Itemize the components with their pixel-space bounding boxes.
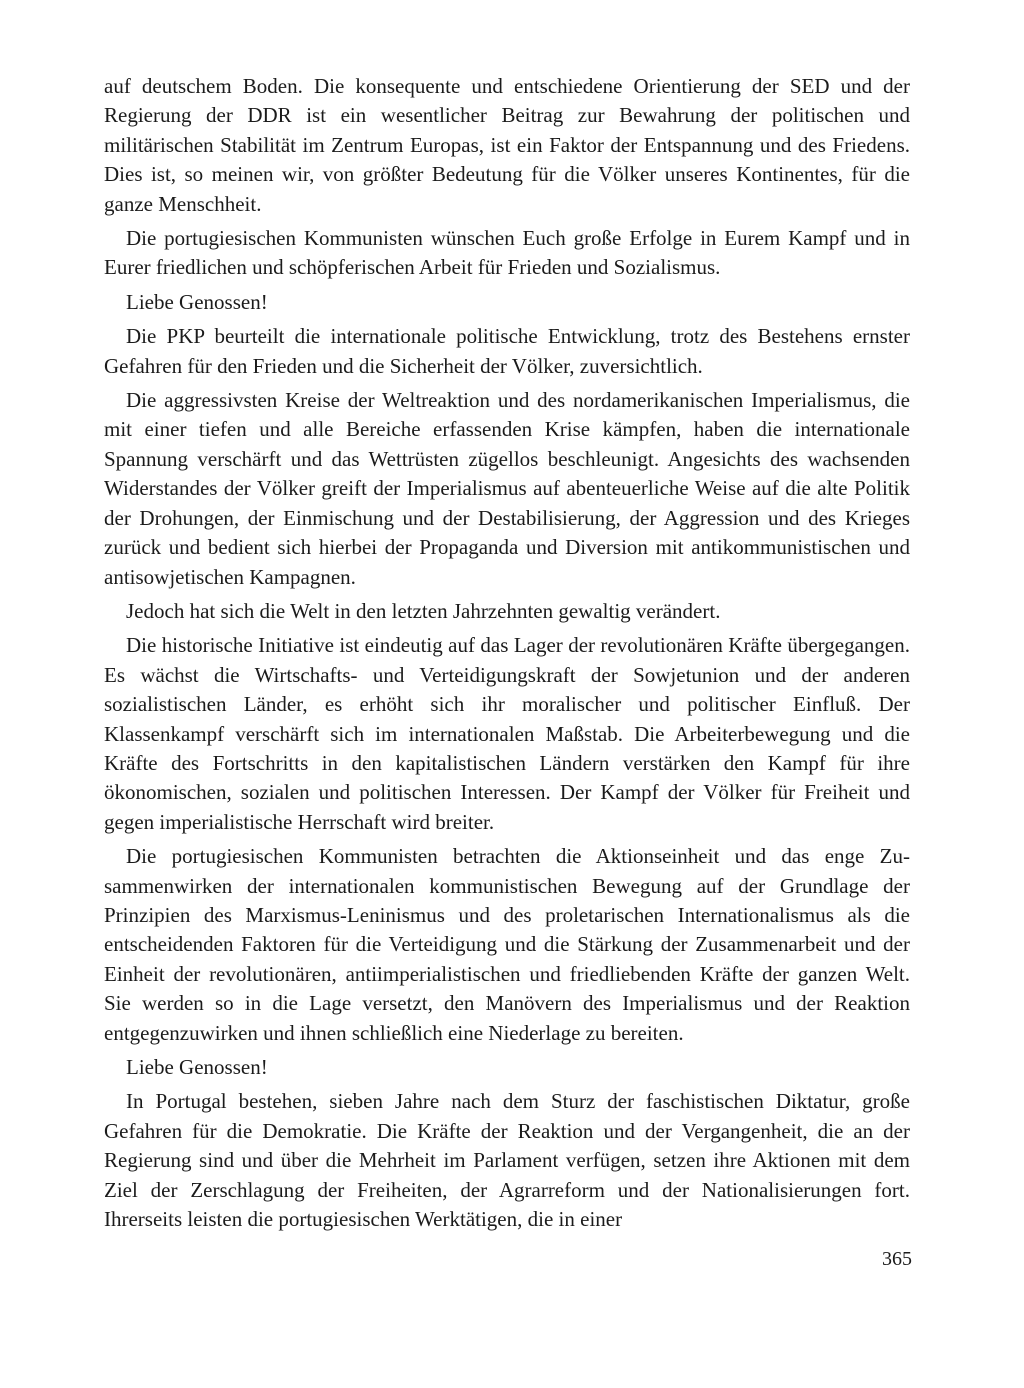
paragraph: Die PKP beurteilt die internationale politische Entwicklung, trotz des Bestehens ernster Gefahren für den Frieden und die Sicherheit der Völker, zuversichtlich. xyxy=(104,324,910,378)
paragraph: Die portugiesischen Kommunisten wünschen Euch große Erfolge in Eurem Kampf und in Eurer friedlichen und schöpferischen Arbeit für Frieden und Sozialismus. xyxy=(104,226,910,280)
paragraph: Jedoch hat sich die Welt in den letzten Jahrzehnten gewaltig verändert. xyxy=(126,598,721,623)
paragraph: Die aggressivsten Kreise der Weltreaktion und des nordamerikanischen Imperialismus, die mit einer tiefen und alle Bereiche erfassenden Krise kämpfen, haben die internationale Spannung verschärft und das Wettrüsten zügellos beschleunigt. Angesichts des wachsenden Widerstandes der Völker greift der Imperialismus auf abenteuerliche Weise auf die alte Politik der Drohungen, der Einmischung und der Destabilisierung, der Aggression und des Krieges zurück und bedient sich hierbei der Propaganda und Diversion mit antikommunistischen und antisowjetischen Kampagnen. xyxy=(104,388,910,589)
paragraph: In Portugal bestehen, sieben Jahre nach dem Sturz der faschistischen Diktatur, große Gefahren für die Demokratie. Die Kräfte der Reaktion und der Vergangenheit, die an der Regierung sind und über die Mehrheit im Parlament verfügen, setzen ihre Aktionen mit dem Ziel der Zerschlagung der Freiheiten, der Agrarreform und der Nationalisierungen fort. Ihrerseits leisten die portugiesischen Werktätigen, die in einer xyxy=(104,1089,910,1232)
page-number: 365 xyxy=(882,1248,912,1270)
body-text xyxy=(104,72,910,1239)
paragraph: Die historische Initiative ist eindeutig auf das Lager der revolutionären Kräfte übergegangen. Es wächst die Wirtschafts- und Verteidigungskraft der Sowjetunion und der anderen sozialistischen Länder, es erhöht sich ihr moralischer und politischer Einfluß. Der Klassenkampf verschärft sich im internationalen Maßstab. Die Arbeiterbewegung und die Kräfte des Fortschritts in den kapitalistischen Ländern verstärken den Kampf für ihre ökonomischen, sozialen und politischen Interessen. Der Kampf der Völker für Freiheit und gegen imperialistische Herrschaft wird breiter. xyxy=(104,633,910,834)
paragraph: auf deutschem Boden. Die konsequente und entschiedene Orientierung der SED und der Regierung der DDR ist ein wesentlicher Beitrag zur Bewahrung der politischen und militärischen Stabilität im Zentrum Europas, ist ein Faktor der Entspannung und des Friedens. Dies ist, so meinen wir, von größter Bedeutung für die Völker unseres Kontinentes, für die ganze Menschheit. xyxy=(104,74,910,216)
paragraph: Liebe Genossen! xyxy=(126,289,268,314)
paragraph: Liebe Genossen! xyxy=(126,1055,268,1079)
paragraph: Die portugiesischen Kommunisten betrachten die Aktionseinheit und das enge Zusammenwirken der internationalen kommunistischen Bewegung auf der Grundlage der Prinzipien des Marxismus-Leninismus und des proletarischen Internationalismus als die entscheidenden Faktoren für die Verteidigung und die Stärkung der Zusammenarbeit und der Einheit der revolutionären, antiimperialistischen und friedliebenden Kräfte der ganzen Welt. Sie werden so in die Lage versetzt, den Manövern des Imperialismus und der Reaktion entgegenzuwirken und ihnen schließlich eine Niederlage zu bereiten. xyxy=(104,844,910,1045)
